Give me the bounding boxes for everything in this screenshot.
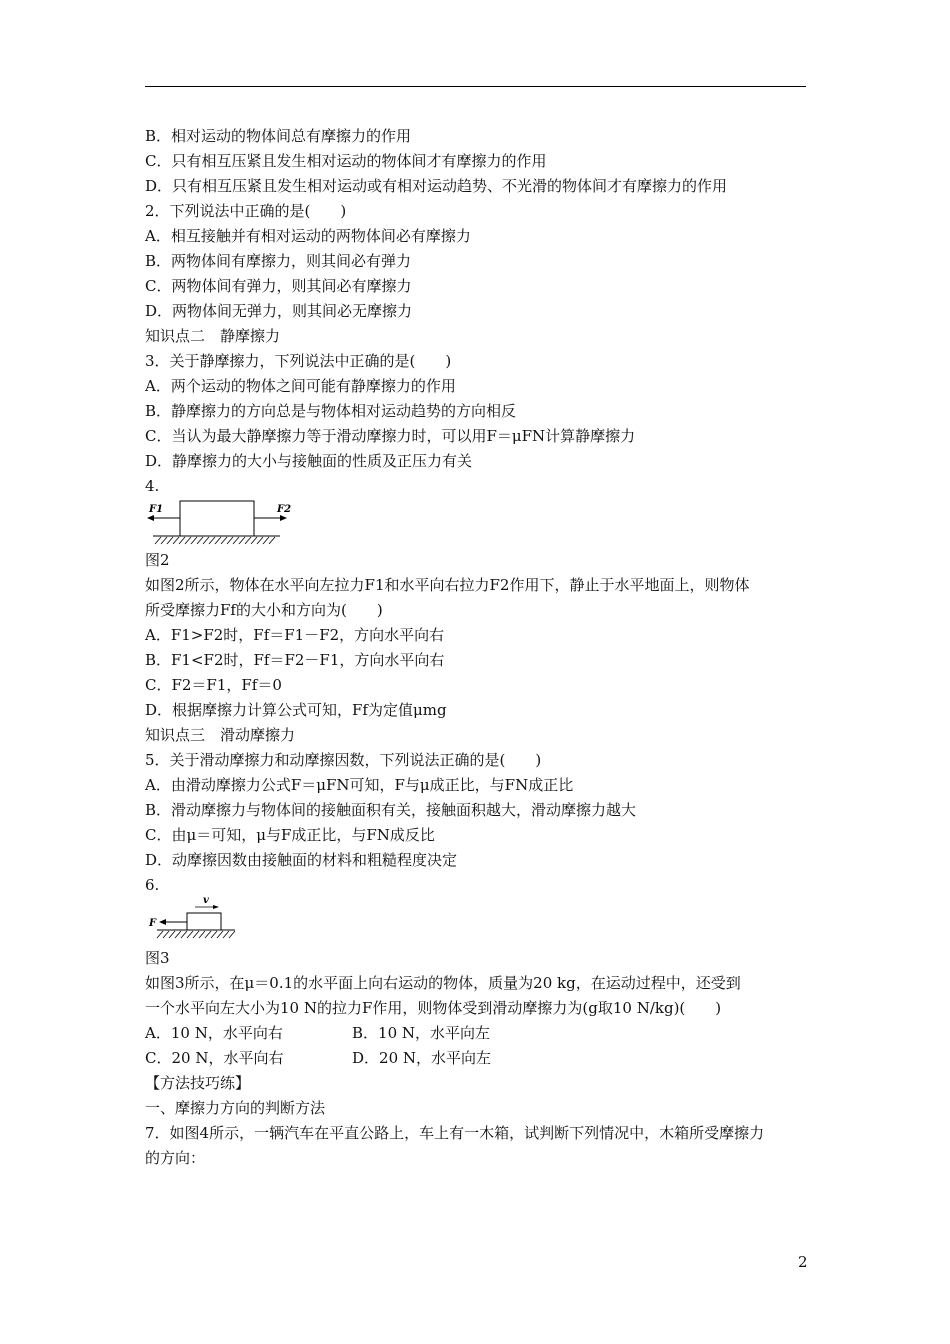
question-number: 6. bbox=[145, 876, 160, 894]
text-line: D．静摩擦力的大小与接触面的性质及正压力有关 bbox=[145, 452, 473, 470]
text-line: B．两物体间有摩擦力，则其间必有弹力 bbox=[145, 252, 412, 270]
question-number: 4. bbox=[145, 477, 160, 495]
figure-3-label-v: v bbox=[203, 895, 209, 906]
text-line: D．两物体间无弹力，则其间必无摩擦力 bbox=[145, 302, 413, 320]
text-line: B．相对运动的物体间总有摩擦力的作用 bbox=[145, 127, 412, 145]
text-line: A．由滑动摩擦力公式F＝μFN可知，F与μ成正比，与FN成正比 bbox=[145, 776, 574, 794]
option-c: C．20 N，水平向右 bbox=[145, 1049, 284, 1067]
text-line: C．由μ＝可知，μ与F成正比，与FN成反比 bbox=[145, 826, 435, 844]
figure-3-label-f: F bbox=[149, 918, 157, 929]
text-line: 5．关于滑动摩擦力和动摩擦因数，下列说法正确的是( ) bbox=[145, 751, 542, 769]
text-line: A．相互接触并有相对运动的两物体间必有摩擦力 bbox=[145, 227, 471, 245]
figure-2-label-f1: F1 bbox=[149, 504, 164, 515]
text-line: C．只有相互压紧且发生相对运动的物体间才有摩擦力的作用 bbox=[145, 152, 547, 170]
figure-caption: 图2 bbox=[145, 551, 170, 569]
section-heading: 知识点三 滑动摩擦力 bbox=[145, 726, 296, 744]
option-b: B．10 N，水平向左 bbox=[352, 1024, 491, 1042]
section-heading: 知识点二 静摩擦力 bbox=[145, 327, 281, 345]
text-line: D．只有相互压紧且发生相对运动或有相对运动趋势、不光滑的物体间才有摩擦力的作用 bbox=[145, 177, 728, 195]
text-line: 2．下列说法中正确的是( ) bbox=[145, 202, 347, 220]
subsection-heading: 一、摩擦力方向的判断方法 bbox=[145, 1099, 326, 1117]
page-number: 2 bbox=[798, 1253, 808, 1271]
text-line: C．F2＝F1，Ff＝0 bbox=[145, 676, 282, 694]
figure-caption: 图3 bbox=[145, 949, 170, 967]
text-line: A．两个运动的物体之间可能有静摩擦力的作用 bbox=[145, 377, 456, 395]
text-line: 如图3所示，在μ＝0.1的水平面上向右运动的物体，质量为20 kg，在运动过程中，还受到 bbox=[145, 974, 741, 992]
text-line: 一个水平向左大小为10 N的拉力F作用，则物体受到滑动摩擦力为(g取10 N/kg)( ) bbox=[145, 999, 722, 1017]
text-line: 3．关于静摩擦力，下列说法中正确的是( ) bbox=[145, 352, 452, 370]
text-line: 的方向： bbox=[145, 1149, 206, 1167]
figure-2-label-f2: F2 bbox=[277, 504, 292, 515]
text-line: D．根据摩擦力计算公式可知，Ff为定值μmg bbox=[145, 701, 447, 719]
text-line: D．动摩擦因数由接触面的材料和粗糙程度决定 bbox=[145, 851, 458, 869]
text-line: A．F1>F2时，Ff＝F1－F2，方向水平向右 bbox=[145, 626, 445, 644]
text-line: 7．如图4所示，一辆汽车在平直公路上，车上有一木箱，试判断下列情况中，木箱所受摩擦力 bbox=[145, 1124, 765, 1142]
figure-2-diagram bbox=[145, 494, 295, 546]
text-line: C．两物体间有弹力，则其间必有摩擦力 bbox=[145, 277, 412, 295]
text-line: 所受摩擦力Ff的大小和方向为( ) bbox=[145, 601, 383, 619]
option-a: A．10 N，水平向右 bbox=[145, 1024, 283, 1042]
text-line: B．滑动摩擦力与物体间的接触面积有关，接触面积越大，滑动摩擦力越大 bbox=[145, 801, 637, 819]
option-d: D．20 N，水平向左 bbox=[352, 1049, 492, 1067]
section-heading: 【方法技巧练】 bbox=[145, 1074, 251, 1092]
text-line: C．当认为最大静摩擦力等于滑动摩擦力时，可以用F＝μFN计算静摩擦力 bbox=[145, 427, 636, 445]
header-rule bbox=[145, 86, 806, 87]
text-line: B．F1<F2时，Ff＝F2－F1，方向水平向右 bbox=[145, 651, 445, 669]
text-line: 如图2所示，物体在水平向左拉力F1和水平向右拉力F2作用下，静止于水平地面上，则物体 bbox=[145, 576, 750, 594]
text-line: B．静摩擦力的方向总是与物体相对运动趋势的方向相反 bbox=[145, 402, 517, 420]
figure-3-diagram bbox=[145, 893, 240, 941]
